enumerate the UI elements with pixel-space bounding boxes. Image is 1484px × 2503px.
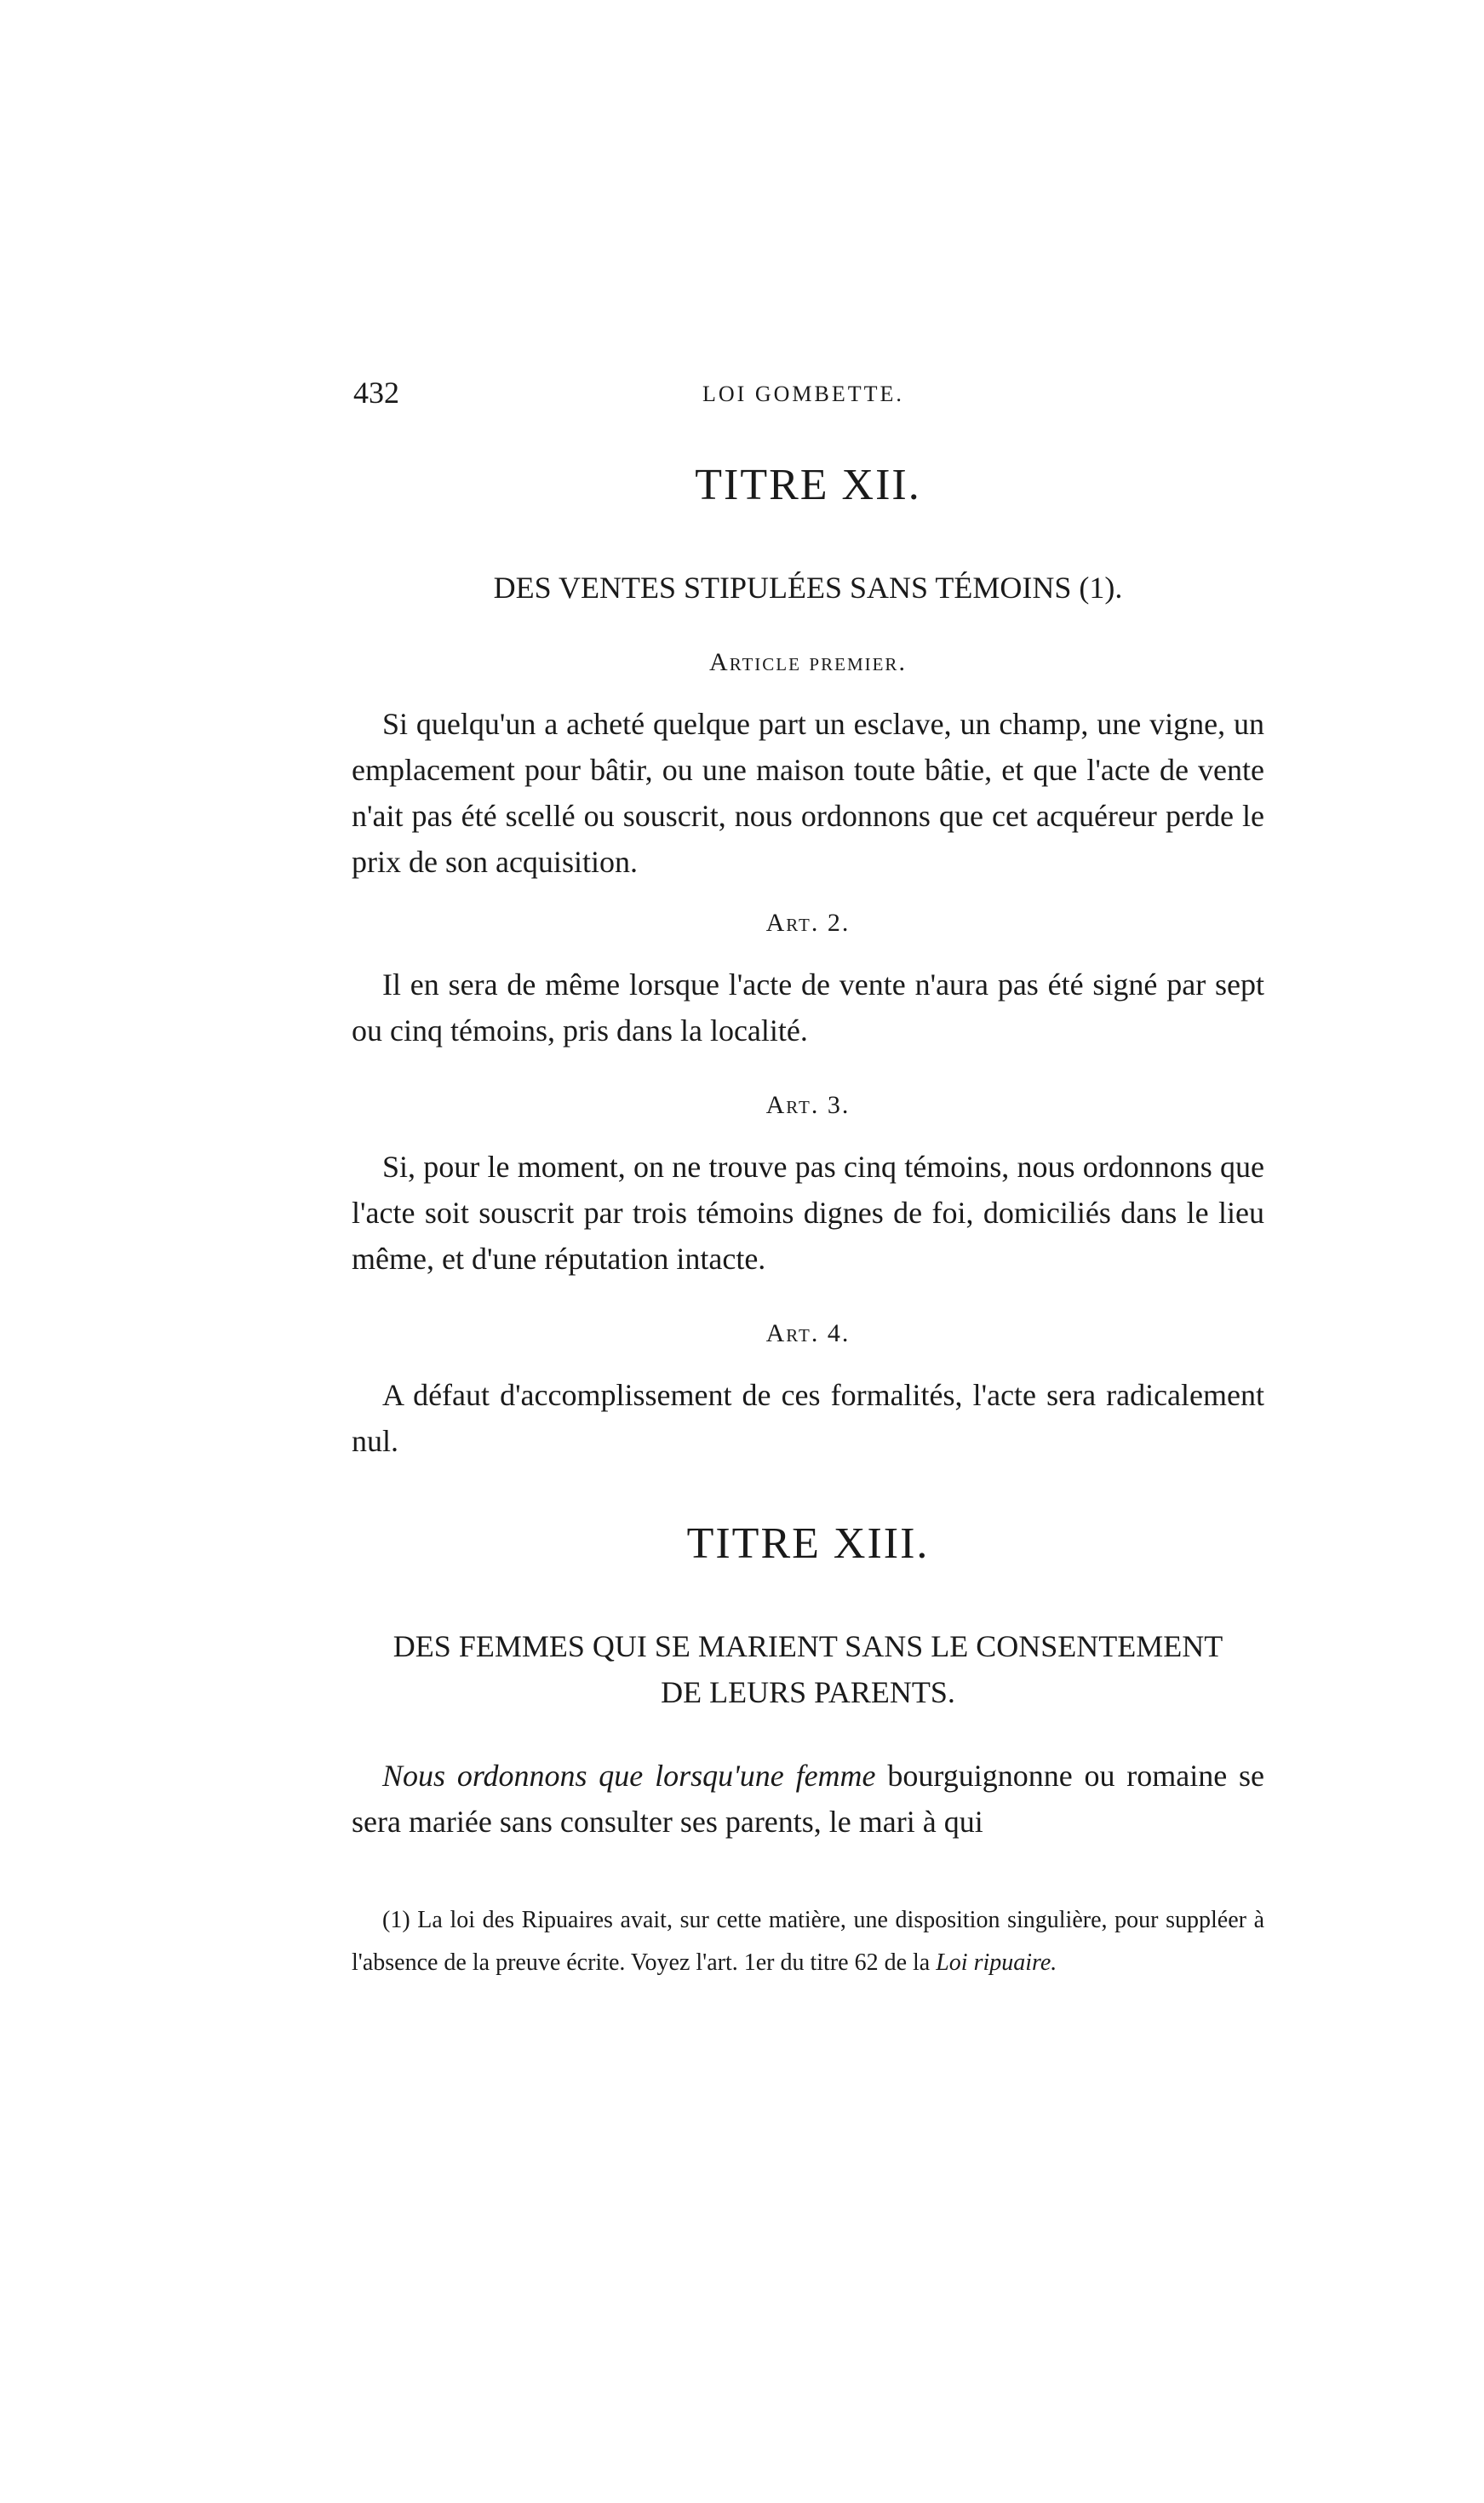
titre-xiii-subtitle-line2: DE LEURS PARENTS. bbox=[661, 1675, 955, 1709]
footnote-marker: (1) bbox=[382, 1907, 410, 1933]
footnote bbox=[352, 1899, 1264, 1984]
titre-xiii-subtitle bbox=[352, 1623, 1264, 1715]
titre-xii-heading: TITRE XII. bbox=[695, 461, 921, 509]
page-number: 432 bbox=[353, 376, 399, 410]
article-1-heading: Article premier. bbox=[709, 648, 907, 676]
article-3-text: Si, pour le moment, on ne trouve pas cinq témoins, nous ordonnons que l'acte soit souscrit par trois témoins dignes de foi, domiciliés dans le lieu même, et d'une réputation intacte. bbox=[352, 1150, 1264, 1276]
footnote-text: La loi des Ripuaires avait, sur cette matière, une disposition singulière, pour suppléer à l'absence de la preuve écrite. Voyez l'art. 1er du titre 62 de la bbox=[352, 1907, 1265, 1976]
titre-xii-subtitle: DES VENTES STIPULÉES SANS TÉMOINS (1). bbox=[493, 571, 1123, 605]
titre-xiii-paragraph bbox=[352, 1753, 1264, 1845]
article-4-text: A défaut d'accomplissement de ces formalités, l'acte sera radicalement nul. bbox=[352, 1378, 1264, 1458]
article-2-text: Il en sera de même lorsque l'acte de vente n'aura pas été signé par sept ou cinq témoins, pris dans la localité. bbox=[352, 967, 1264, 1048]
text-column bbox=[352, 460, 1264, 1984]
article-1-text: Si quelqu'un a acheté quelque part un esclave, un champ, une vigne, un emplacement pour bâtir, ou une maison toute bâtie, et que l'acte de vente n'ait pas été scellé ou souscrit, nous ordonnons que cet acquéreur perde le prix de son acquisition. bbox=[352, 707, 1264, 879]
page-header bbox=[353, 375, 1264, 426]
titre-xiii-heading: TITRE XIII. bbox=[686, 1519, 930, 1568]
article-3-heading: Art. 3. bbox=[765, 1091, 851, 1119]
running-head: LOI GOMBETTE. bbox=[702, 382, 904, 406]
footnote-italic-ref: Loi ripuaire. bbox=[936, 1949, 1057, 1976]
paragraph-rest: bourguignonne ou romaine se sera mariée sans consulter ses parents, le mari à qui bbox=[352, 1759, 1265, 1839]
paragraph-italic-lead: Nous ordonnons que lorsqu'une femme bbox=[382, 1759, 876, 1793]
article-4-heading: Art. 4. bbox=[765, 1319, 851, 1347]
titre-xiii-subtitle-line1: DES FEMMES QUI SE MARIENT SANS LE CONSENTEMENT bbox=[392, 1629, 1223, 1663]
article-2-heading: Art. 2. bbox=[765, 909, 851, 937]
